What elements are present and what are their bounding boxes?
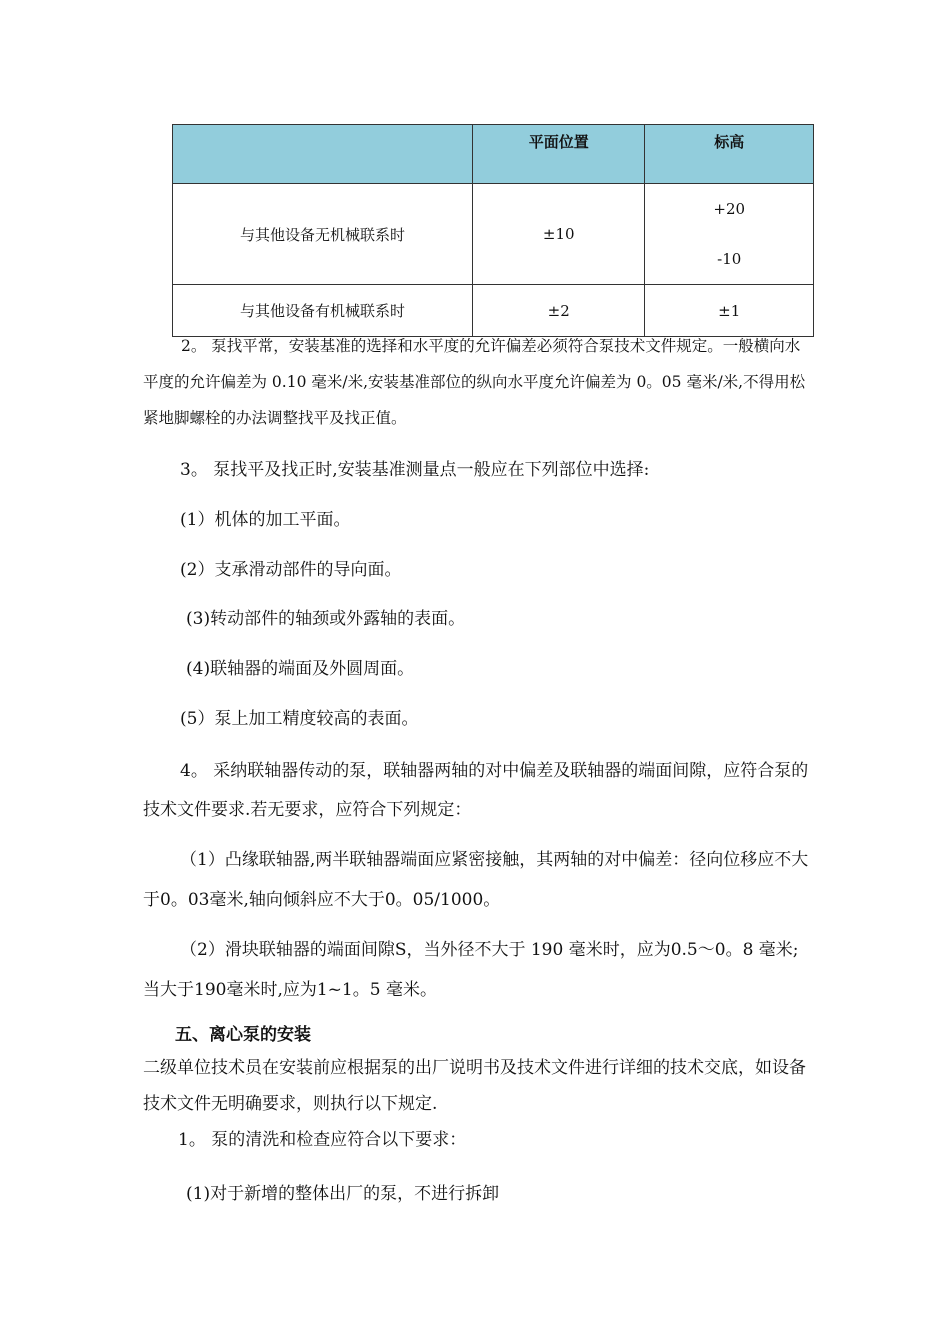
tolerance-table [172, 124, 814, 337]
paragraph-5-1: 1。 泵的清洗和检查应符合以下要求： [178, 1130, 467, 1150]
list-item: (4)联轴器的端面及外圆周面。 [186, 659, 415, 679]
paragraph-4-1: （1）凸缘联轴器,两半联轴器端面应紧密接触，其两轴的对中偏差：径向位移应不大于0。03毫米,轴向倾斜应不大于0。05/1000。 [143, 850, 809, 910]
table-cell-elevation [645, 184, 814, 285]
table-header-blank [173, 125, 473, 184]
paragraph-2: 2。 泵找平常，安装基准的选择和水平度的允许偏差必须符合泵技术文件规定。一般横向水平度的允许偏差为 0.10 毫米/米,安装基准部位的纵向水平度允许偏差为 0。05 毫米/米,不得用松紧地脚螺栓的办法调整找平及找正值。 [143, 337, 806, 427]
paragraph-4-2: （2）滑块联轴器的端面间隙S，当外径不大于 190 毫米时，应为0.5～0。8 毫米;当大于190毫米时,应为1~1。5 毫米。 [143, 940, 799, 1000]
table-row [173, 184, 814, 285]
section-heading: 五、离心泵的安装 [175, 1025, 311, 1045]
table-header-plane-position: 平面位置 [472, 125, 645, 184]
table-header-elevation: 标高 [645, 125, 814, 184]
table-cell-elevation: ±1 [645, 285, 814, 337]
table-cell-label: 与其他设备无机械联系时 [173, 184, 473, 285]
table-cell-label: 与其他设备有机械联系时 [173, 285, 473, 337]
table-header-row [173, 125, 814, 184]
paragraph-3: 3。 泵找平及找正时,安装基准测量点一般应在下列部位中选择: [180, 460, 650, 480]
list-item: (1）机体的加工平面。 [180, 510, 351, 530]
table-cell-plane: ±2 [472, 285, 645, 337]
list-item: (3)转动部件的轴颈或外露轴的表面。 [186, 609, 466, 629]
list-item: (2）支承滑动部件的导向面。 [180, 560, 402, 580]
list-item: (1)对于新增的整体出厂的泵，不进行拆卸 [186, 1184, 500, 1204]
elevation-lower: -10 [717, 250, 742, 268]
elevation-upper: +20 [713, 200, 746, 218]
paragraph-5: 二级单位技术员在安装前应根据泵的出厂说明书及技术文件进行详细的技术交底，如设备技术文件无明确要求，则执行以下规定. [143, 1058, 806, 1114]
list-item: (5）泵上加工精度较高的表面。 [180, 709, 419, 729]
paragraph-4: 4。 采纳联轴器传动的泵，联轴器两轴的对中偏差及联轴器的端面间隙，应符合泵的技术文件要求.若无要求，应符合下列规定： [143, 761, 809, 820]
table-cell-plane: ±10 [472, 184, 645, 285]
